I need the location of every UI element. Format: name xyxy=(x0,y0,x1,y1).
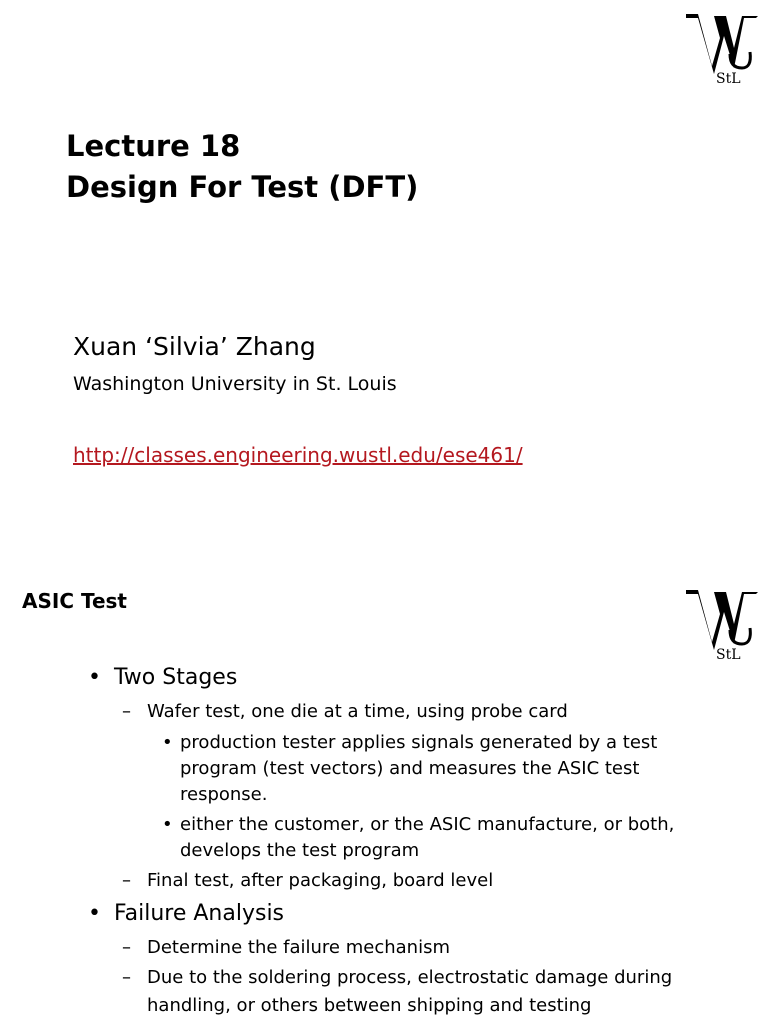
bullet-text: Failure Analysis xyxy=(114,901,285,926)
bullet-icon: • xyxy=(162,732,173,753)
bullet-text: Due to the soldering process, electrostatic damage during handling, or others between shipping and testing xyxy=(147,967,673,1016)
lecture-number: Lecture 18 xyxy=(66,129,241,163)
dash-icon: – xyxy=(122,937,131,958)
course-url-link[interactable]: http://classes.engineering.wustl.edu/ese461/ xyxy=(73,443,523,467)
bullet-text: either the customer, or the ASIC manufacture, or both, develops the test program xyxy=(180,814,675,861)
lecture-title xyxy=(66,126,418,208)
university-seal xyxy=(682,584,762,664)
bullet-text: Two Stages xyxy=(114,665,238,690)
bullet-text: Determine the failure mechanism xyxy=(147,937,450,958)
dash-icon: – xyxy=(122,870,131,891)
list-item xyxy=(122,701,568,722)
bullet-text: Final test, after packaging, board level xyxy=(147,870,494,891)
list-item xyxy=(122,937,450,958)
affiliation: Washington University in St. Louis xyxy=(73,373,397,395)
bullet-icon: • xyxy=(88,901,101,926)
dash-icon: – xyxy=(122,701,131,722)
list-item xyxy=(88,901,284,926)
dash-icon: – xyxy=(122,967,131,988)
university-seal xyxy=(682,8,762,88)
bullet-text: Wafer test, one die at a time, using probe card xyxy=(147,701,568,722)
slide-title: ASIC Test xyxy=(22,589,127,613)
list-item xyxy=(162,812,682,864)
bullet-icon: • xyxy=(162,814,173,835)
svg-text:StL: StL xyxy=(716,71,741,87)
list-item xyxy=(162,730,682,808)
svg-text:StL: StL xyxy=(716,647,741,663)
list-item xyxy=(88,665,237,690)
author-name: Xuan ‘Silvia’ Zhang xyxy=(73,332,316,361)
lecture-topic: Design For Test (DFT) xyxy=(66,170,419,204)
list-item xyxy=(122,870,493,891)
list-item xyxy=(122,964,682,1020)
bullet-icon: • xyxy=(88,665,101,690)
bullet-text: production tester applies signals generated by a test program (test vectors) and measures the ASIC test response. xyxy=(180,732,658,805)
